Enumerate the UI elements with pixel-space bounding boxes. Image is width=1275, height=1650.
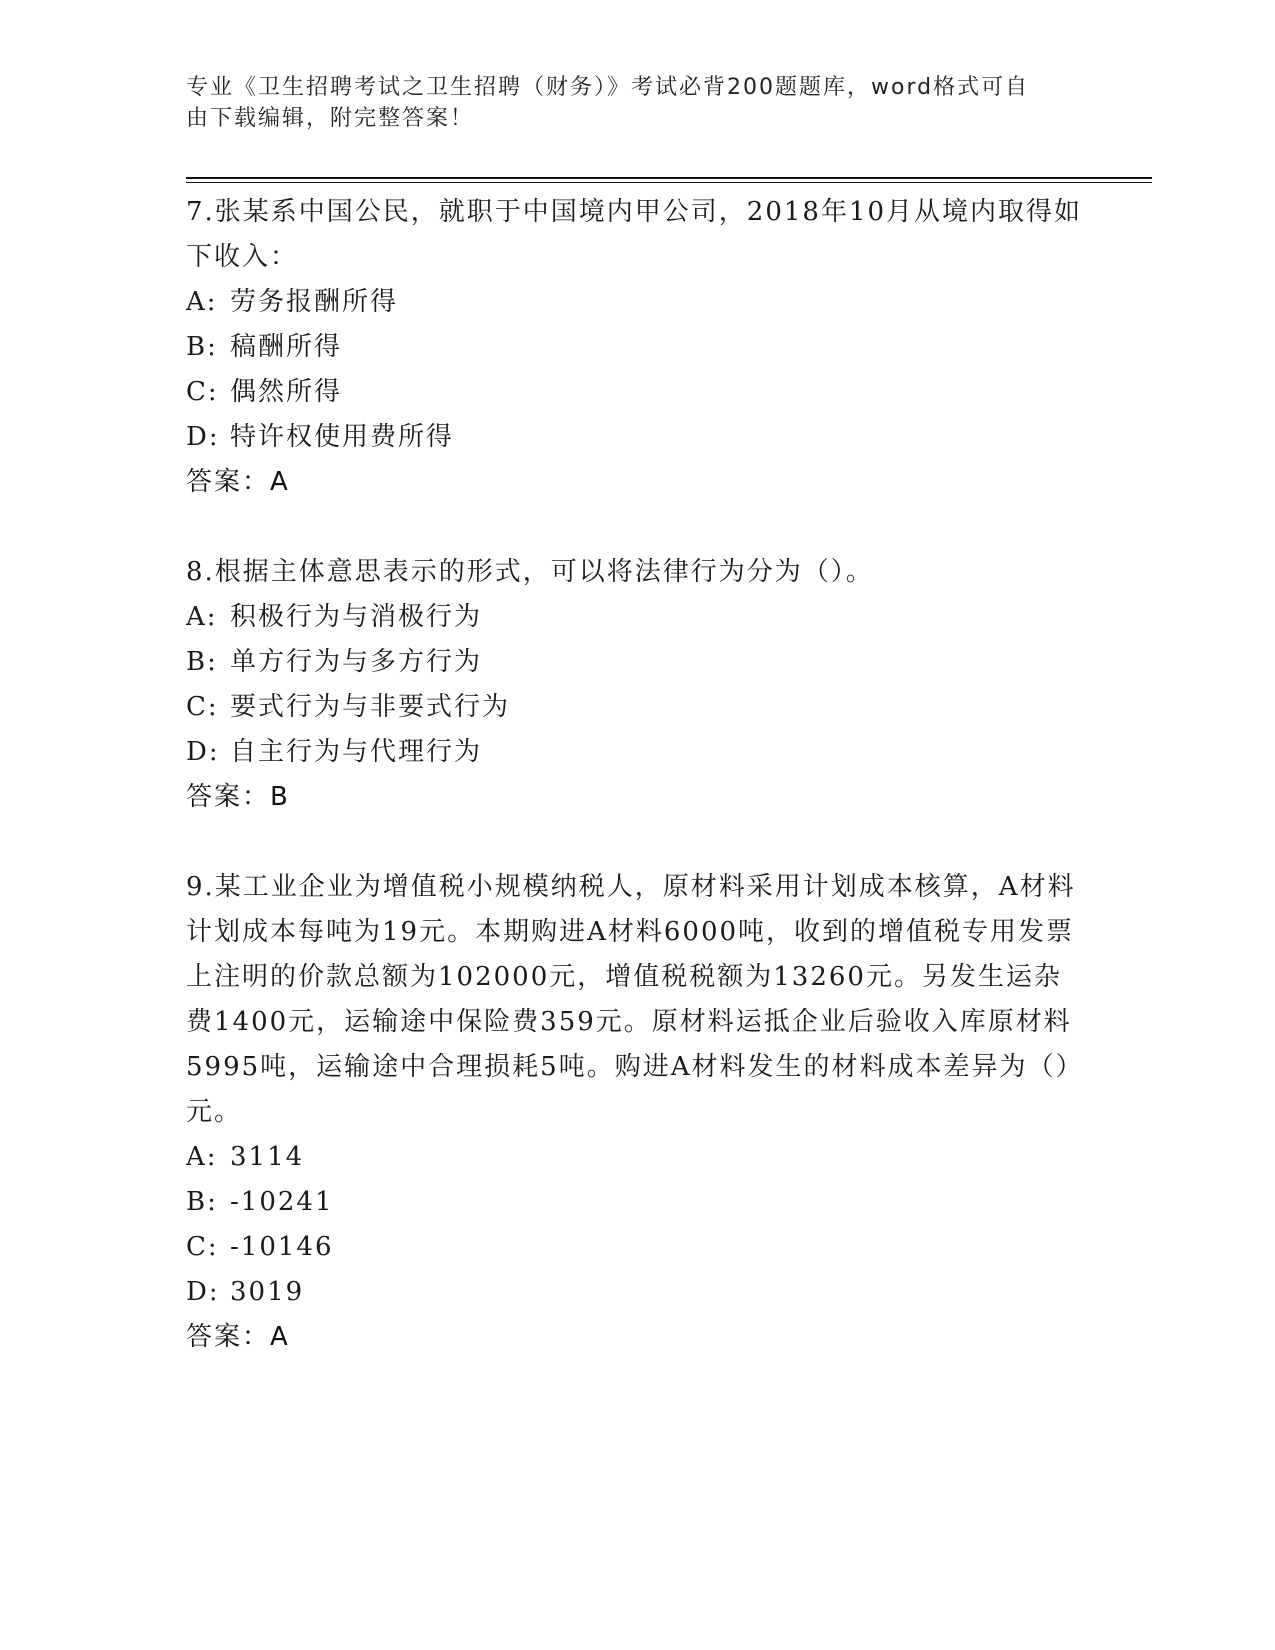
option-letter: C: bbox=[186, 377, 219, 407]
header-divider-thick bbox=[186, 177, 1152, 179]
option-letter: A: bbox=[186, 1142, 218, 1172]
option-text: 劳务报酬所得 bbox=[230, 287, 399, 317]
option-a bbox=[186, 1135, 1086, 1180]
option-b bbox=[186, 325, 1086, 370]
option-text: -10241 bbox=[230, 1187, 334, 1217]
question-8 bbox=[186, 550, 1086, 820]
question-7 bbox=[186, 190, 1086, 505]
option-letter: B: bbox=[186, 332, 218, 362]
option-letter: D: bbox=[186, 1277, 220, 1307]
answer-line: 答案：A bbox=[186, 1322, 290, 1352]
question-stem: 7.张某系中国公民，就职于中国境内甲公司，2018年10月从境内取得如下收入： bbox=[186, 197, 1083, 272]
option-text: 3114 bbox=[230, 1142, 305, 1172]
option-letter: B: bbox=[186, 647, 218, 677]
header-line-1: 专业《卫生招聘考试之卫生招聘（财务）》考试必背200题题库，word格式可自 bbox=[186, 75, 1030, 100]
option-letter: D: bbox=[186, 737, 220, 767]
option-letter: C: bbox=[186, 1232, 219, 1262]
option-letter: C: bbox=[186, 692, 219, 722]
option-d bbox=[186, 415, 1086, 460]
option-a bbox=[186, 595, 1086, 640]
option-d bbox=[186, 730, 1086, 775]
option-text: -10146 bbox=[230, 1232, 334, 1262]
option-text: 3019 bbox=[230, 1277, 305, 1307]
option-text: 偶然所得 bbox=[230, 377, 343, 407]
option-b bbox=[186, 640, 1086, 685]
question-stem: 9.某工业企业为增值税小规模纳税人，原材料采用计划成本核算，A材料计划成本每吨为19元。本期购进A材料6000吨，收到的增值税专用发票上注明的价款总额为102000元，增值税税额为13260元。另发生运杂费1400元，运输途中保险费359元。原材料运抵企业后验收入库原材料5995吨，运输途中合理损耗5吨。购进A材料发生的材料成本差异为（）元。 bbox=[186, 872, 1084, 1127]
header-divider-thin bbox=[186, 182, 1152, 183]
option-text: 单方行为与多方行为 bbox=[230, 647, 483, 677]
option-text: 自主行为与代理行为 bbox=[230, 737, 483, 767]
option-c bbox=[186, 685, 1086, 730]
document-header bbox=[186, 72, 1086, 134]
question-stem: 8.根据主体意思表示的形式，可以将法律行为分为（）。 bbox=[186, 557, 874, 587]
option-letter: D: bbox=[186, 422, 220, 452]
question-spacer bbox=[186, 505, 1086, 550]
option-c bbox=[186, 370, 1086, 415]
option-b bbox=[186, 1180, 1086, 1225]
answer-line: 答案：B bbox=[186, 782, 290, 812]
option-letter: A: bbox=[186, 287, 218, 317]
option-text: 积极行为与消极行为 bbox=[230, 602, 483, 632]
question-9 bbox=[186, 865, 1086, 1360]
option-text: 稿酬所得 bbox=[230, 332, 343, 362]
option-c bbox=[186, 1225, 1086, 1270]
option-text: 特许权使用费所得 bbox=[230, 422, 455, 452]
header-line-2: 由下载编辑，附完整答案！ bbox=[186, 106, 475, 131]
option-letter: B: bbox=[186, 1187, 218, 1217]
option-text: 要式行为与非要式行为 bbox=[230, 692, 511, 722]
question-spacer bbox=[186, 820, 1086, 865]
option-letter: A: bbox=[186, 602, 218, 632]
option-a bbox=[186, 280, 1086, 325]
question-list bbox=[186, 190, 1086, 1360]
option-d bbox=[186, 1270, 1086, 1315]
answer-line: 答案：A bbox=[186, 467, 290, 497]
